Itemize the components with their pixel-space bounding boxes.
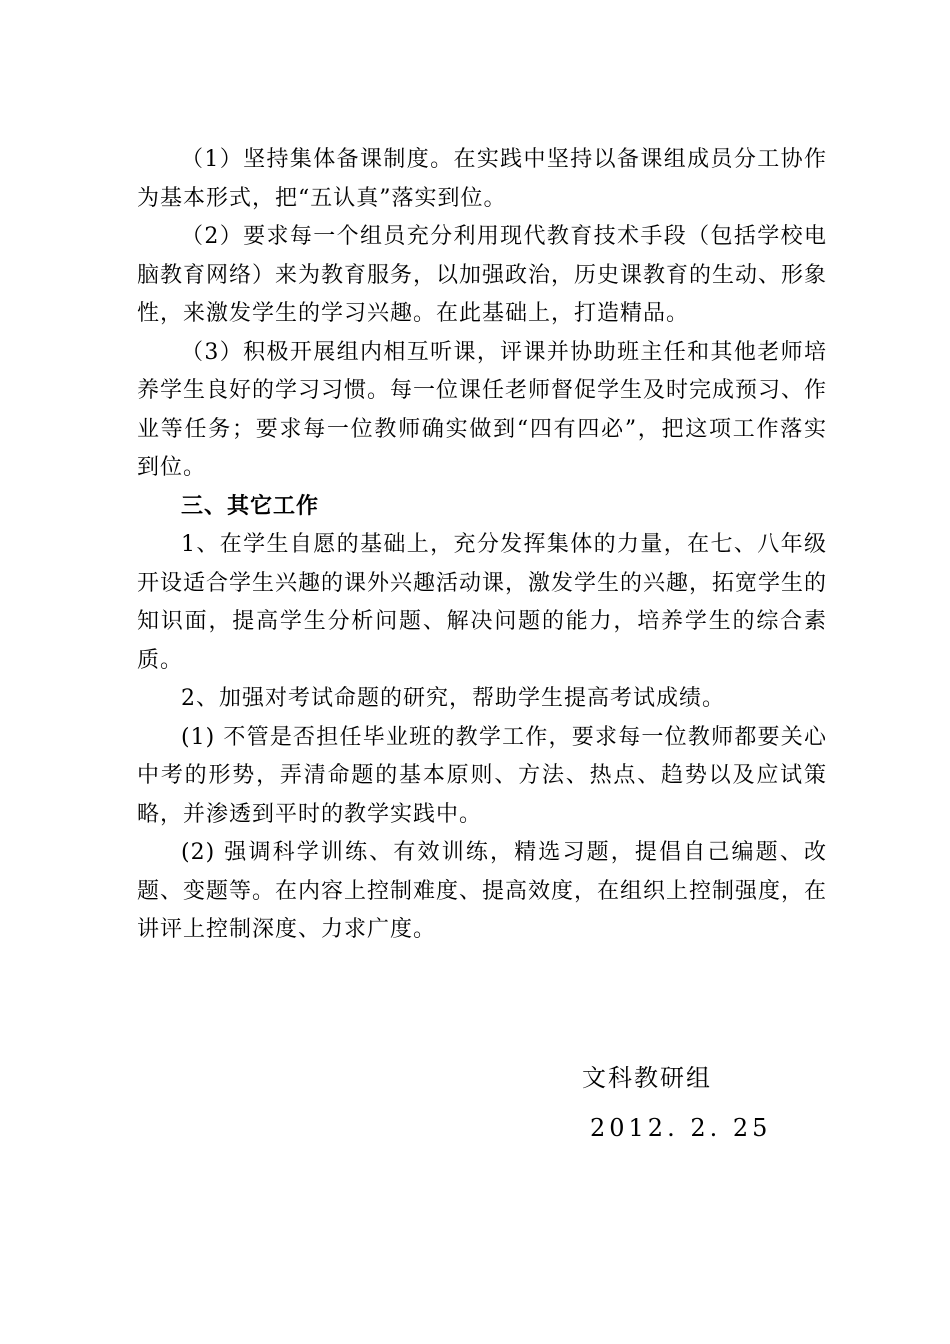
paragraph-3-2-1: (1) 不管是否担任毕业班的教学工作，要求每一位教师都要关心中考的形势，弄清命题的基本原则、方法、热点、趋势以及应试策略，并渗透到平时的教学实践中。 (137, 724, 827, 827)
paragraph-3-2: 2、加强对考试命题的研究，帮助学生提高考试成绩。 (181, 686, 725, 711)
document-body (137, 141, 827, 950)
paragraph-1-2: （2）要求每一个组员充分利用现代教育技术手段（包括学校电脑教育网络）来为教育服务，以加强政治，历史课教育的生动、形象性，来激发学生的学习兴趣。在此基础上，打造精品。 (137, 224, 828, 326)
signature-date: 2012. 2. 25 (590, 1114, 772, 1142)
paragraph-1-1: （1）坚持集体备课制度。在实践中坚持以备课组成员分工协作为基本形式，把“五认真”落实到位。 (137, 147, 827, 211)
signature-org: 文科教研组 (582, 1064, 712, 1092)
paragraph-3-1: 1、在学生自愿的基础上，充分发挥集体的力量，在七、八年级开设适合学生兴趣的课外兴趣活动课，激发学生的兴趣，拓宽学生的知识面，提高学生分析问题、解决问题的能力，培养学生的综合素质。 (137, 532, 828, 673)
section-heading-3: 三、其它工作 (181, 493, 320, 519)
paragraph-3-2-2: (2) 强调科学训练、有效训练，精选习题，提倡自己编题、改题、变题等。在内容上控制难度、提高效度，在组织上控制强度，在讲评上控制深度、力求广度。 (137, 840, 828, 942)
paragraph-1-3: （3）积极开展组内相互听课，评课并协助班主任和其他老师培养学生良好的学习习惯。每一位课任老师督促学生及时完成预习、作业等任务；要求每一位教师确实做到“四有四必”，把这项工作落实到位。 (137, 339, 828, 480)
